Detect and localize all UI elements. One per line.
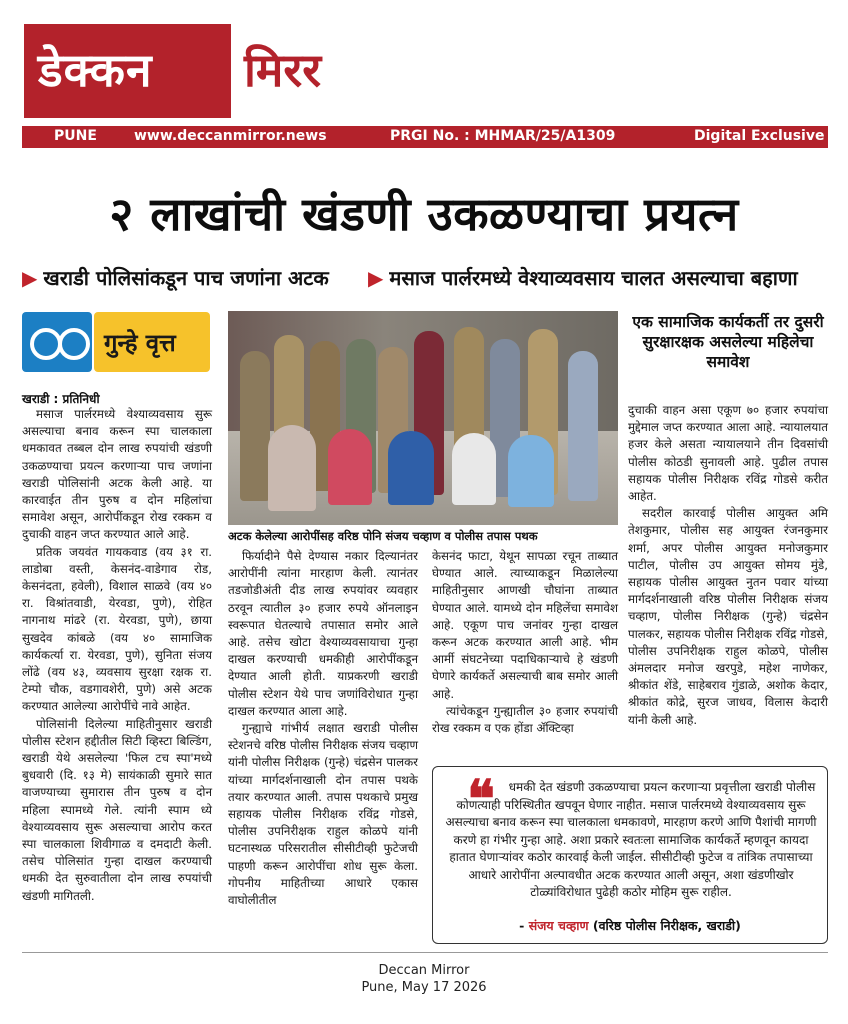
quote-signature — [433, 917, 827, 934]
logo-text-deccan: डेक्कन — [38, 43, 153, 97]
subhead-1 — [22, 264, 329, 291]
handcuffs-icon — [22, 312, 92, 372]
paragraph: पोलिसांनी दिलेल्या माहितीनुसार खराडी पोलीस स्टेशन हद्दीतील सिटी व्हिस्टा बिल्डिंग, खराडी येथे असलेल्या 'फिल टच स्पा'मध्ये बुधवारी (दि. १३ मे) सायंकाळी सुमारे सात वाजण्याच्या सुमारास तीन पुरुष व दोन महिला स्पामध्ये गेले. त्यांनी स्पाम ध्ये वेश्याव्यवसाय सुरू असल्याचा आरोप करत स्पा चालकाला शिवीगाळ व दमदाटी केली. तसेच पोलिसांत गुन्हा दाखल करण्याची धमकी देत सुरुवातीला दोन लाख रुपयांची खंडणी मागितली. — [22, 716, 212, 903]
subhead-1-text: खराडी पोलिसांकडून पाच जणांना अटक — [43, 266, 329, 290]
website-link[interactable]: www.deccanmirror.news — [134, 128, 327, 144]
signature-role: (वरिष्ठ पोलीस निरीक्षक, खराडी) — [592, 918, 741, 933]
signature-name: संजय चव्हाण — [528, 918, 589, 933]
masthead-logo — [24, 24, 364, 118]
article-column-1 — [22, 406, 212, 905]
paragraph: फिर्यादीने पैसे देण्यास नकार दिल्यानंतर आरोपींनी त्यांना मारहाण केली. त्यानंतर तडजोडीअंती दीड लाख रुपयांवर व्यवहार ठरवून त्यातील ३० हजार रुपये ऑनलाइन स्वरूपात घेतल्याचे तपासात समोर आले आहे. तसेच खोटा वेश्याव्यवसायाचा गुन्हा दाखल करण्याची धमकीही आरोपींकडून देण्यात आली होती. याप्रकरणी खराडी पोलीस स्टेशन येथे पाच जणांविरोधात गुन्हा दाखल करण्यात आला आहे. — [228, 549, 418, 718]
paragraph: त्यांचेकडून गुन्ह्यातील ३० हजार रुपयांची रोख रक्कम व एक होंडा ॲक्टिव्हा — [432, 703, 618, 736]
subhead-2 — [368, 264, 798, 291]
paragraph: गुन्ह्याचे गांभीर्य लक्षात खराडी पोलीस स्टेशनचे वरिष्ठ पोलीस निरीक्षक संजय चव्हाण यांनी पोलीस निरीक्षक (गुन्हे) चंद्रसेन पालकर यांच्या मार्गदर्शनाखाली दोन तपास पथके तयार करण्यात आली. तपास पथकाचे प्रमुख सहायक पोलीस निरीक्षक रविंद्र गोडसे, पोलीस उपनिरीक्षक राहुल कोळपे यांनी घटनास्थळ परिसरातील सीसीटीव्ही फुटेजची पाहणी करून आरोपींचा शोध सुरू केला. गोपनीय माहितीच्या आधारे एकास वाघोलीतील — [228, 721, 418, 908]
triangle-bullet-icon: ▶ — [22, 266, 38, 290]
paragraph: दुचाकी वाहन असा एकूण ७० हजार रुपयांचा मुद्देमाल जप्त करण्यात आला आहे. न्यायालयात हजर केले असता न्यायालयाने तीन दिवसांची पोलीस कोठडी सुनावली आहे. पुढील तपास सहायक पोलीस निरीक्षक रविंद्र गोडसे करीत आहेत. — [628, 403, 828, 504]
paragraph: सदरील कारवाई पोलीस आयुक्त अमि तेशकुमार, पोलीस सह आयुक्त रंजनकुमार शर्मा, अपर पोलीस आयुक्त मनोजकुमार पाटील, पोलीस उप आयुक्त सोमय मुंडे, सहायक पोलीस आयुक्त नुतन पवार यांच्या मार्गदर्शनाखाली वरिष्ठ पोलीस निरीक्षक संजय चव्हाण, पोलीस निरीक्षक (गुन्हे) चंद्रसेन पालकर, सहायक पोलीस निरीक्षक रविंद्र गोडसे, पोलीस उपनिरीक्षक राहुल कोळपे, पोलीस अंमलदार मनोज खरपुडे, महेश नाणेकर, श्रीकांत शेंडे, साहेबराव गुंडाळे, अशोक केदार, श्रीकांत कोद्रे, सुरज जाधव, विलास केदारी यांनी केली आहे. — [628, 506, 828, 727]
article-column-3 — [432, 548, 618, 737]
edition-label: Digital Exclusive — [694, 128, 825, 144]
prgi-number: PRGI No. : MHMAR/25/A1309 — [390, 128, 616, 144]
photo-caption: अटक केलेल्या आरोपींसह वरिष्ठ पोनि संजय चव्हाण व पोलीस तपास पथक — [228, 529, 538, 543]
headline: २ लाखांची खंडणी उकळण्याचा प्रयत्न — [109, 187, 739, 241]
quote-mark-icon: ❝ — [467, 769, 495, 830]
footer — [0, 962, 848, 996]
city-label: PUNE — [54, 128, 97, 144]
side-heading: एक सामाजिक कार्यकर्ती तर दुसरी सुरक्षारक्षक असलेल्या महिलेचा समावेश — [632, 313, 824, 371]
byline: खराडी : प्रतिनिधी — [22, 392, 100, 406]
footer-publication: Deccan Mirror — [378, 963, 470, 978]
footer-date: Pune, May 17 2026 — [361, 980, 487, 995]
article-column-4 — [628, 402, 828, 729]
triangle-bullet-icon: ▶ — [368, 266, 384, 290]
footer-divider — [22, 952, 828, 953]
crime-badge-label: गुन्हे वृत्त — [104, 329, 176, 357]
subhead-2-text: मसाज पार्लरमध्ये वेश्याव्यवसाय चालत असल्याचा बहाणा — [389, 266, 798, 290]
quote-box — [432, 766, 828, 944]
masthead-info-strip — [22, 126, 828, 148]
quote-body: धमकी देत खंडणी उकळण्याचा प्रयत्न करणाऱ्या प्रवृत्तीला खराडी पोलीस कोणत्याही परिस्थितीत खपवून घेणार नाहीत. मसाज पार्लरमध्ये वेश्याव्यवसाय सुरू असल्याचा बनाव करून स्पा चालकाला धमकावणे, मारहाण करणे आणि पैशांची मागणी करणे हा गंभीर गुन्हा आहे. अशा प्रकारे स्वतःला सामाजिक कार्यकर्ते म्हणवून कायदा हातात घेणाऱ्यांवर कठोर कारवाई केली जाईल. सीसीटीव्ही फुटेज व तांत्रिक तपासाच्या आधारे आरोपींना अल्पावधीत अटक करण्यात आली असून, अशा खंडणीखोर टोळ्यांविरोधात पुढेही कठोर मोहिम सुरू राहील. — [445, 780, 817, 899]
paragraph: प्रतिक जयवंत गायकवाड (वय ३१ रा. लाडोबा वस्ती, केसनंद-वाडेगाव रोड, केसनंदता, हवेली), विशाल साळवे (वय ४० रा. विश्रांतवाडी, येरवडा, पुणे), रोहित नागनाथ मांढरे (रा. येरवडा, पुणे), छाया सुखदेव कांबळे (वय ४० सामाजिक कार्यकर्त्या रा. येरवडा, पुणे), सुनिता संजय लोंढे (वय ४३, व्यवसाय सुरक्षा रक्षक रा. टेम्पो चौक, वडगावशेरी, पुणे) असे अटक करण्यात आलेल्या आरोपींचे नावे आहेत. — [22, 544, 212, 714]
news-photo — [228, 311, 618, 525]
crime-news-badge — [22, 312, 210, 372]
logo-text-mirror: मिरर — [244, 43, 322, 97]
signature-dash: - — [519, 918, 529, 933]
article-column-2 — [228, 548, 418, 909]
paragraph: मसाज पार्लरमध्ये वेश्याव्यवसाय सुरू असल्याचा बनाव करून स्पा चालकाला धमकावत तब्बल दोन लाख रुपयांची खंडणी उकळण्याचा प्रयत्न करणाऱ्या पाच जणांना खराडी पोलिसांनी अटक केली आहे. या कारवाईत तीन पुरुष व दोन महिलांचा समावेश असून, आरोपींकडून रोख रक्कम व दुचाकी वाहन जप्त करण्यात आले आहे. — [22, 407, 212, 542]
paragraph: केसनंद फाटा, येथून सापळा रचून ताब्यात घेण्यात आले. त्याच्याकडून मिळालेल्या माहितीनुसार आणखी चौघांना ताब्यात घेण्यात आले. यामध्ये दोन महिलेंचा समावेश आहे. एकूण पाच जनांवर गुन्हा दाखल करून अटक करण्यात आली आहे. भीम आर्मी संघटनेच्या पदाधिकाऱ्याचे हे खंडणी घेणारे कार्यकर्ते असल्याची बाब समोर आली आहे. — [432, 549, 618, 701]
quote-text — [443, 779, 819, 902]
